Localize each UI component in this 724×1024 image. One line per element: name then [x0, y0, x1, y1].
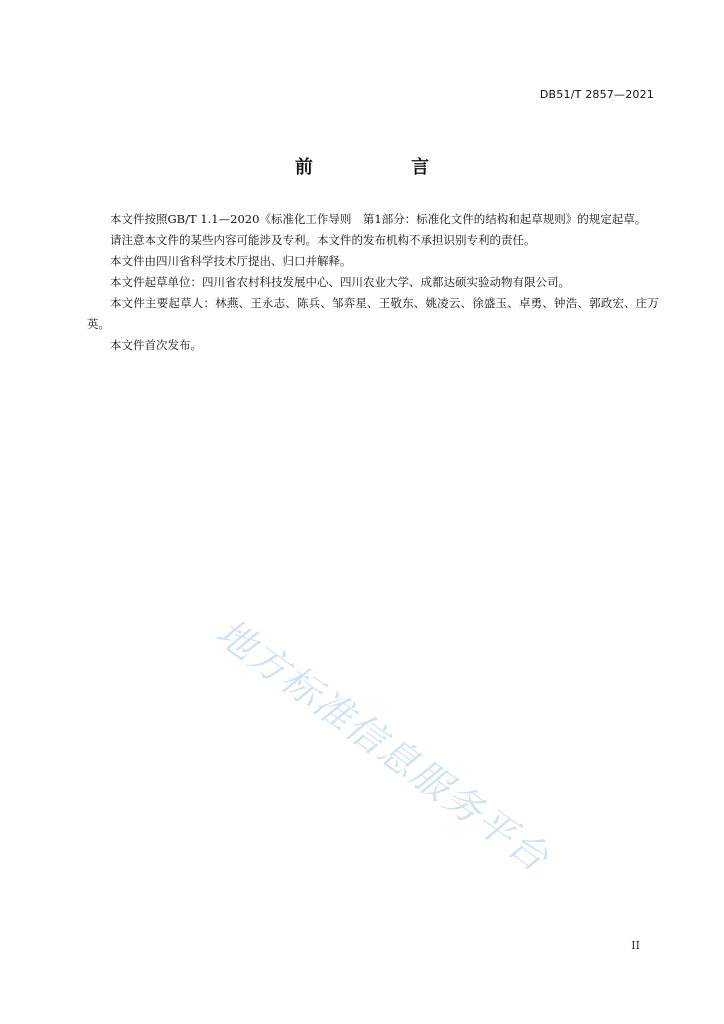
foreword-body [87, 209, 659, 356]
paragraph-patent-notice: 请注意本文件的某些内容可能涉及专利。本文件的发布机构不承担识别专利的责任。 [110, 233, 536, 247]
watermark: 地方标准信息服务平台 [208, 609, 558, 881]
paragraph-drafting-basis: 本文件按照GB/T 1.1—2020《标准化工作导则 第1部分：标准化文件的结构和起草规则》的规定起草。 [110, 212, 647, 226]
document-code: DB51/T 2857—2021 [539, 88, 654, 101]
page-title: 前 言 [294, 157, 476, 178]
paragraph-proposer: 本文件由四川省科学技术厅提出、归口并解释。 [110, 254, 352, 268]
paragraph-drafters: 本文件主要起草人：林燕、王永志、陈兵、邹弈星、王敬东、姚凌云、徐盛玉、卓勇、钟浩、郭政宏、庄万英。 [87, 296, 659, 331]
page-number: II [631, 939, 640, 952]
paragraph-first-release: 本文件首次发布。 [110, 338, 202, 352]
paragraph-drafting-units: 本文件起草单位：四川省农村科技发展中心、四川农业大学、成都达硕实验动物有限公司。 [110, 275, 570, 289]
